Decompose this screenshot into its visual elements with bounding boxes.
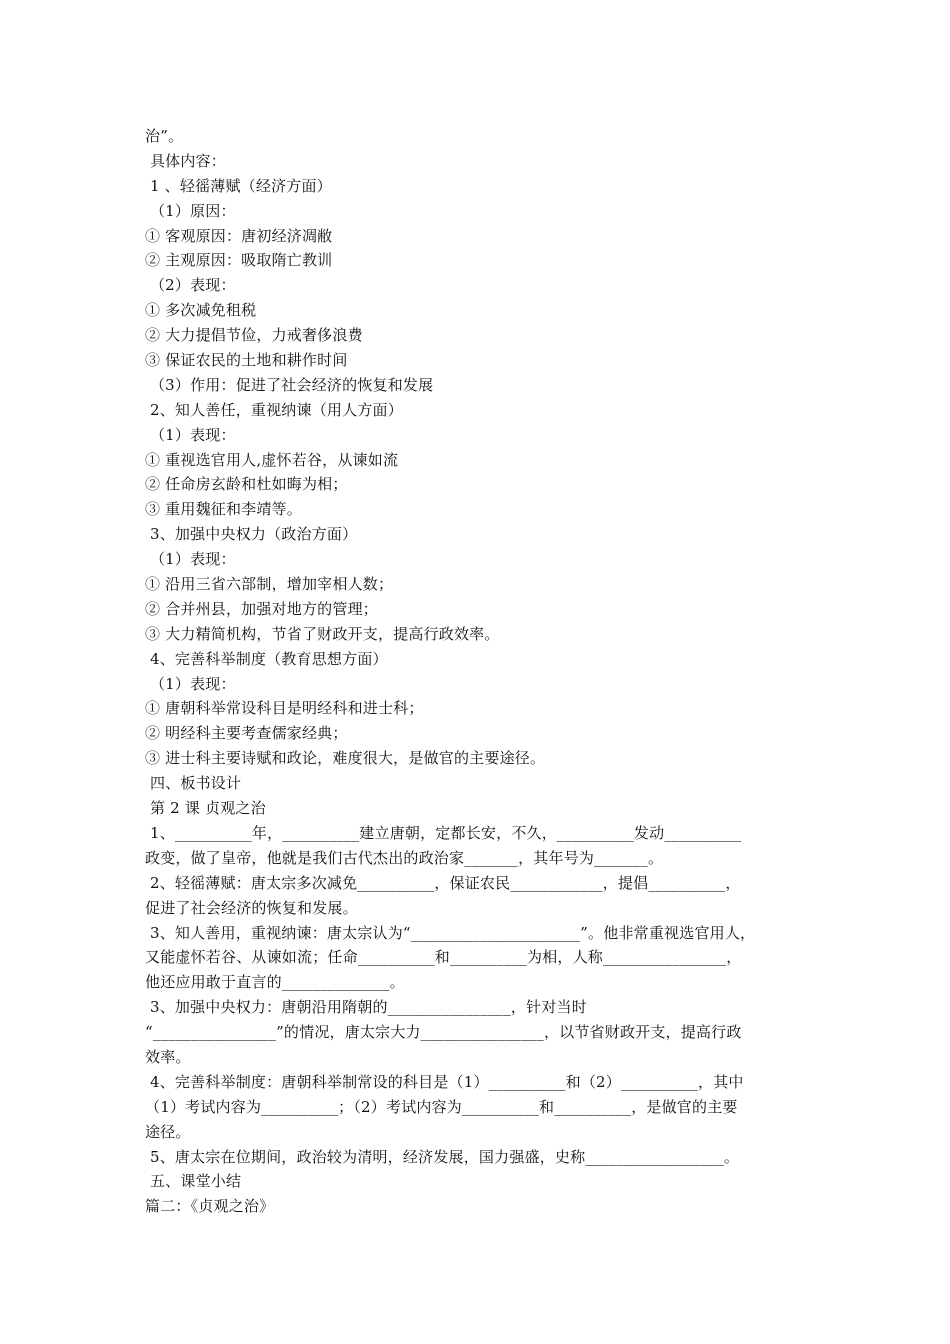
text-line: ③ 保证农民的土地和耕作时间 bbox=[145, 351, 348, 370]
text-line: （1）表现： bbox=[145, 550, 236, 569]
text-line: 1、__________年，__________建立唐朝，定都长安，不久，__________发动__________ bbox=[145, 823, 742, 842]
text-line: 第 2 课 贞观之治 bbox=[145, 799, 266, 818]
text-line: 2、轻徭薄赋：唐太宗多次减免__________，保证农民____________，提倡__________， bbox=[145, 873, 741, 892]
text-line: ③ 进士科主要诗赋和政论，难度很大，是做官的主要途径。 bbox=[145, 749, 546, 768]
text-line: 3、加强中央权力（政治方面） bbox=[145, 525, 358, 544]
document-body bbox=[145, 124, 825, 1219]
text-line: ① 客观原因：唐初经济凋敝 bbox=[145, 226, 333, 245]
text-line: 治”。 bbox=[145, 127, 184, 145]
text-line: ② 明经科主要考查儒家经典； bbox=[145, 724, 348, 743]
text-line: 1 、轻徭薄赋（经济方面） bbox=[145, 176, 332, 195]
text-line: ① 沿用三省六部制，增加宰相人数； bbox=[145, 575, 394, 594]
text-line: （1）考试内容为__________；（2）考试内容为__________和__________，是做官的主要 bbox=[145, 1097, 738, 1116]
text-line: ② 主观原因：吸取隋亡教训 bbox=[145, 251, 333, 270]
text-line: （2）表现： bbox=[145, 276, 236, 295]
text-line: ③ 大力精简机构，节省了财政开支，提高行政效率。 bbox=[145, 624, 500, 643]
text-line: 3、知人善用，重视纳谏：唐太宗认为“______________________”。他非常重视选官用人， bbox=[145, 923, 756, 942]
text-line: 具体内容： bbox=[145, 151, 226, 170]
text-line: 篇二：《贞观之治》 bbox=[145, 1197, 275, 1216]
text-line: 5、唐太宗在位期间，政治较为清明，经济发展，国力强盛，史称__________________。 bbox=[145, 1147, 740, 1166]
text-line: “________________”的情况，唐太宗大力________________，以节省财政开支，提高行政 bbox=[145, 1023, 742, 1042]
text-line: ① 重视选官用人,虚怀若谷，从谏如流 bbox=[145, 450, 399, 469]
text-line: 4、完善科举制度：唐朝科举制常设的科目是（1）__________和（2）__________，其中 bbox=[145, 1072, 744, 1091]
text-line: ① 唐朝科举常设科目是明经科和进士科； bbox=[145, 699, 424, 718]
text-line: ③ 重用魏征和李靖等。 bbox=[145, 500, 302, 519]
text-line: ② 大力提倡节俭，力戒奢侈浪费 bbox=[145, 326, 363, 345]
text-line: 又能虚怀若谷、从谏如流；任命__________和__________为相，人称________________， bbox=[145, 948, 742, 967]
text-line: 途径。 bbox=[145, 1122, 191, 1141]
text-line: 促进了社会经济的恢复和发展。 bbox=[145, 898, 358, 917]
text-line: ② 合并州县，加强对地方的管理； bbox=[145, 599, 378, 618]
text-line: （1）表现： bbox=[145, 425, 236, 444]
text-line: 4、完善科举制度（教育思想方面） bbox=[145, 649, 388, 668]
text-line: 效率。 bbox=[145, 1047, 191, 1066]
text-line: 3、加强中央权力：唐朝沿用隋朝的________________，针对当时 bbox=[145, 998, 587, 1017]
text-line: （1）原因： bbox=[145, 201, 236, 220]
text-line: 政变，做了皇帝，他就是我们古代杰出的政治家_______，其年号为_______。 bbox=[145, 848, 664, 867]
text-line: 2、知人善任，重视纳谏（用人方面） bbox=[145, 400, 403, 419]
text-line: （1）表现： bbox=[145, 674, 236, 693]
text-line: ② 任命房玄龄和杜如晦为相； bbox=[145, 475, 348, 494]
text-line: 四、板书设计 bbox=[145, 774, 242, 793]
text-line: （3）作用：促进了社会经济的恢复和发展 bbox=[145, 375, 434, 394]
text-line: ① 多次减免租税 bbox=[145, 301, 257, 320]
text-line: 他还应用敢于直言的______________。 bbox=[145, 973, 405, 992]
text-line: 五、课堂小结 bbox=[145, 1172, 242, 1191]
